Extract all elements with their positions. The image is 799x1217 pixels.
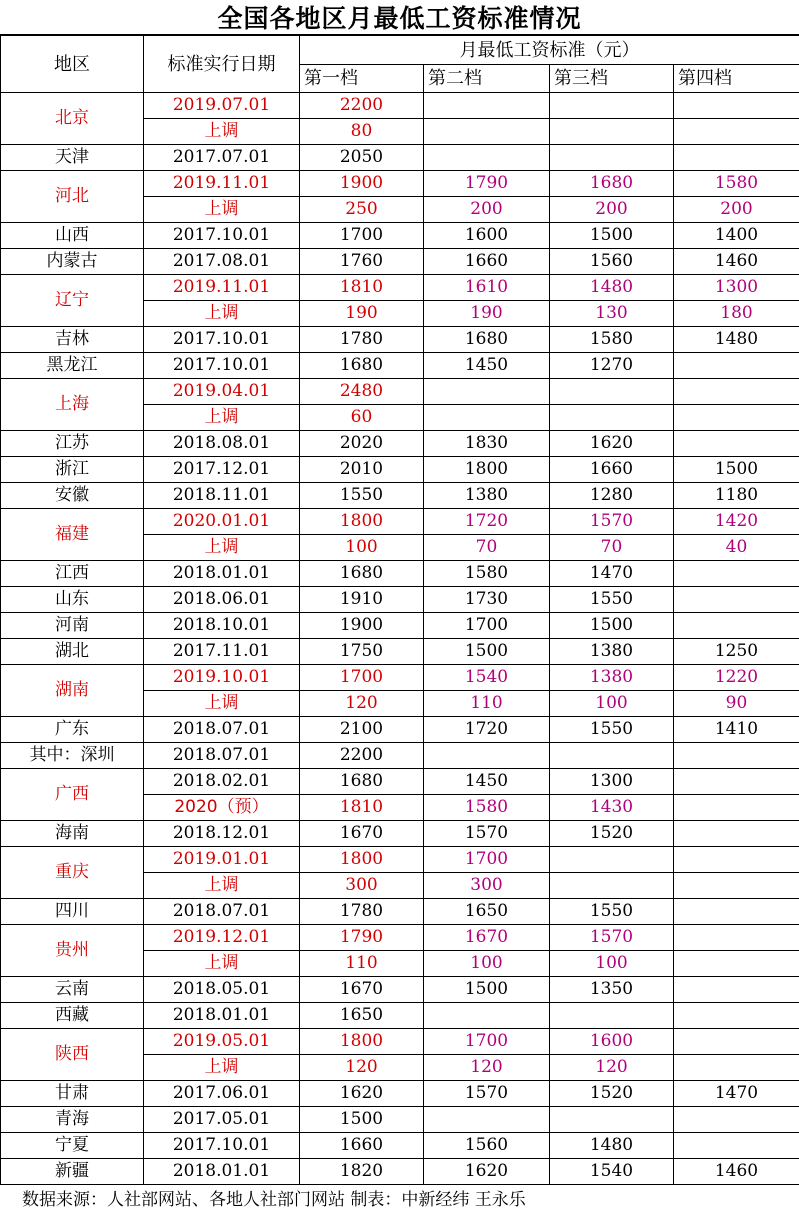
tier-4-cell [674, 145, 799, 171]
table-row [1, 327, 799, 353]
tier-3-cell: 1570 [550, 925, 674, 951]
adjustment-tier-4-cell [674, 873, 799, 899]
tier-3-cell: 1500 [550, 223, 674, 249]
tier-1-cell: 1700 [300, 665, 424, 691]
tier-4-cell [674, 613, 799, 639]
tier-4-cell [674, 821, 799, 847]
region-cell: 吉林 [1, 327, 144, 353]
tier-2-cell: 1560 [424, 1133, 550, 1159]
table-row [1, 275, 799, 301]
tier-2-cell: 1790 [424, 171, 550, 197]
date-cell: 2018.01.01 [144, 1003, 300, 1029]
tier-2-cell: 1610 [424, 275, 550, 301]
tier-2-cell [424, 1003, 550, 1029]
tier-1-cell: 1800 [300, 1029, 424, 1055]
region-cell: 甘肃 [1, 1081, 144, 1107]
region-cell: 陕西 [1, 1029, 144, 1081]
tier-3-cell: 1350 [550, 977, 674, 1003]
adjustment-tier-4-cell: 90 [674, 691, 799, 717]
tier-1-cell: 2200 [300, 743, 424, 769]
tier-3-cell [550, 1003, 674, 1029]
adjustment-tier-4-cell: 200 [674, 197, 799, 223]
tier-3-cell: 1600 [550, 1029, 674, 1055]
tier-4-cell: 1250 [674, 639, 799, 665]
tier-1-cell: 1620 [300, 1081, 424, 1107]
region-cell: 湖南 [1, 665, 144, 717]
date-cell: 2018.07.01 [144, 899, 300, 925]
adjustment-label-cell: 上调 [144, 1055, 300, 1081]
adjustment-tier-4-cell [674, 405, 799, 431]
tier-1-cell: 1780 [300, 327, 424, 353]
region-cell: 广东 [1, 717, 144, 743]
adjustment-tier-4-cell: 40 [674, 535, 799, 561]
tier-2-cell: 1700 [424, 613, 550, 639]
table-row [1, 379, 799, 405]
tier-1-cell: 1550 [300, 483, 424, 509]
tier-2-cell [424, 379, 550, 405]
tier-3-cell: 1380 [550, 639, 674, 665]
region-cell: 青海 [1, 1107, 144, 1133]
tier-3-cell [550, 93, 674, 119]
tier-3-cell: 1480 [550, 1133, 674, 1159]
date-cell: 2018.01.01 [144, 1159, 300, 1185]
date-cell: 2019.11.01 [144, 275, 300, 301]
tier-3-cell: 1620 [550, 431, 674, 457]
adjustment-tier-4-cell [674, 951, 799, 977]
tier-1-cell: 1670 [300, 821, 424, 847]
tier-1-cell: 2200 [300, 93, 424, 119]
tier-3-cell: 1500 [550, 613, 674, 639]
region-cell: 山东 [1, 587, 144, 613]
adjustment-label-cell: 上调 [144, 119, 300, 145]
tier-4-cell [674, 431, 799, 457]
wage-table [0, 35, 799, 1185]
header-tier-3: 第三档 [550, 65, 674, 93]
table-row [1, 665, 799, 691]
tier-4-cell: 1180 [674, 483, 799, 509]
tier-4-cell: 1220 [674, 665, 799, 691]
adjustment-tier-1-cell: 250 [300, 197, 424, 223]
tier-3-cell: 1550 [550, 587, 674, 613]
table-row [1, 431, 799, 457]
tier-1-cell: 1700 [300, 223, 424, 249]
table-row [1, 613, 799, 639]
tier-1-cell: 1910 [300, 587, 424, 613]
region-cell: 河北 [1, 171, 144, 223]
tier-2-cell: 1670 [424, 925, 550, 951]
table-row [1, 1003, 799, 1029]
page-title: 全国各地区月最低工资标准情况 [0, 0, 799, 35]
tier-3-cell: 1550 [550, 717, 674, 743]
date-cell: 2017.06.01 [144, 1081, 300, 1107]
adjustment-tier-2-cell [424, 405, 550, 431]
region-cell: 浙江 [1, 457, 144, 483]
region-cell: 重庆 [1, 847, 144, 899]
tier-3-cell: 1520 [550, 1081, 674, 1107]
tier-3-cell: 1280 [550, 483, 674, 509]
table-row [1, 1159, 799, 1185]
adjustment-label-cell: 2020（预） [144, 795, 300, 821]
adjustment-tier-2-cell: 1580 [424, 795, 550, 821]
tier-2-cell: 1620 [424, 1159, 550, 1185]
date-cell: 2018.05.01 [144, 977, 300, 1003]
adjustment-label-cell: 上调 [144, 405, 300, 431]
tier-4-cell [674, 1003, 799, 1029]
tier-1-cell: 2050 [300, 145, 424, 171]
tier-2-cell: 1380 [424, 483, 550, 509]
tier-4-cell [674, 769, 799, 795]
tier-1-cell: 1680 [300, 561, 424, 587]
adjustment-tier-4-cell [674, 795, 799, 821]
tier-4-cell [674, 899, 799, 925]
tier-4-cell [674, 743, 799, 769]
adjustment-tier-2-cell: 120 [424, 1055, 550, 1081]
tier-2-cell: 1450 [424, 769, 550, 795]
adjustment-tier-3-cell [550, 873, 674, 899]
tier-2-cell: 1580 [424, 561, 550, 587]
tier-4-cell: 1470 [674, 1081, 799, 1107]
adjustment-label-cell: 上调 [144, 951, 300, 977]
region-cell: 山西 [1, 223, 144, 249]
date-cell: 2017.07.01 [144, 145, 300, 171]
region-cell: 安徽 [1, 483, 144, 509]
date-cell: 2018.07.01 [144, 717, 300, 743]
tier-1-cell: 1760 [300, 249, 424, 275]
adjustment-tier-4-cell [674, 119, 799, 145]
tier-3-cell [550, 379, 674, 405]
date-cell: 2018.08.01 [144, 431, 300, 457]
date-cell: 2017.10.01 [144, 223, 300, 249]
region-cell: 辽宁 [1, 275, 144, 327]
tier-3-cell: 1660 [550, 457, 674, 483]
adjustment-tier-3-cell [550, 405, 674, 431]
table-row [1, 171, 799, 197]
adjustment-tier-1-cell: 1810 [300, 795, 424, 821]
tier-3-cell: 1480 [550, 275, 674, 301]
date-cell: 2018.06.01 [144, 587, 300, 613]
tier-1-cell: 1780 [300, 899, 424, 925]
adjustment-tier-3-cell: 70 [550, 535, 674, 561]
adjustment-tier-3-cell: 1430 [550, 795, 674, 821]
date-cell: 2018.12.01 [144, 821, 300, 847]
date-cell: 2017.05.01 [144, 1107, 300, 1133]
date-cell: 2018.11.01 [144, 483, 300, 509]
tier-1-cell: 1820 [300, 1159, 424, 1185]
tier-1-cell: 1680 [300, 353, 424, 379]
region-cell: 其中：深圳 [1, 743, 144, 769]
tier-4-cell: 1410 [674, 717, 799, 743]
tier-2-cell: 1500 [424, 639, 550, 665]
table-row [1, 457, 799, 483]
tier-3-cell: 1380 [550, 665, 674, 691]
tier-3-cell [550, 145, 674, 171]
table-row [1, 639, 799, 665]
date-cell: 2017.10.01 [144, 353, 300, 379]
header-region: 地区 [1, 36, 144, 93]
adjustment-tier-1-cell: 190 [300, 301, 424, 327]
tier-2-cell: 1800 [424, 457, 550, 483]
tier-3-cell: 1560 [550, 249, 674, 275]
table-row [1, 587, 799, 613]
tier-4-cell [674, 353, 799, 379]
region-cell: 海南 [1, 821, 144, 847]
adjustment-label-cell: 上调 [144, 873, 300, 899]
tier-1-cell: 1790 [300, 925, 424, 951]
tier-2-cell: 1570 [424, 1081, 550, 1107]
adjustment-tier-4-cell: 180 [674, 301, 799, 327]
tier-2-cell: 1680 [424, 327, 550, 353]
tier-4-cell: 1460 [674, 1159, 799, 1185]
tier-4-cell: 1480 [674, 327, 799, 353]
adjustment-tier-2-cell: 110 [424, 691, 550, 717]
tier-3-cell: 1580 [550, 327, 674, 353]
tier-1-cell: 1680 [300, 769, 424, 795]
region-cell: 云南 [1, 977, 144, 1003]
tier-1-cell: 1650 [300, 1003, 424, 1029]
header-date: 标准实行日期 [144, 36, 300, 93]
adjustment-tier-1-cell: 60 [300, 405, 424, 431]
region-cell: 福建 [1, 509, 144, 561]
tier-4-cell [674, 1029, 799, 1055]
tier-1-cell: 1750 [300, 639, 424, 665]
adjustment-tier-3-cell: 130 [550, 301, 674, 327]
tier-4-cell: 1580 [674, 171, 799, 197]
tier-1-cell: 1900 [300, 171, 424, 197]
date-cell: 2017.11.01 [144, 639, 300, 665]
tier-3-cell: 1540 [550, 1159, 674, 1185]
adjustment-tier-1-cell: 120 [300, 691, 424, 717]
tier-2-cell: 1730 [424, 587, 550, 613]
tier-2-cell: 1450 [424, 353, 550, 379]
table-row [1, 769, 799, 795]
region-cell: 北京 [1, 93, 144, 145]
date-cell: 2019.01.01 [144, 847, 300, 873]
date-cell: 2018.07.01 [144, 743, 300, 769]
tier-4-cell: 1500 [674, 457, 799, 483]
tier-1-cell: 1900 [300, 613, 424, 639]
tier-4-cell [674, 1107, 799, 1133]
tier-4-cell [674, 977, 799, 1003]
header-tier-4: 第四档 [674, 65, 799, 93]
tier-3-cell [550, 743, 674, 769]
tier-3-cell: 1300 [550, 769, 674, 795]
tier-4-cell: 1460 [674, 249, 799, 275]
adjustment-tier-3-cell: 100 [550, 691, 674, 717]
region-cell: 内蒙古 [1, 249, 144, 275]
date-cell: 2019.10.01 [144, 665, 300, 691]
date-cell: 2019.07.01 [144, 93, 300, 119]
table-row [1, 743, 799, 769]
region-cell: 西藏 [1, 1003, 144, 1029]
region-cell: 河南 [1, 613, 144, 639]
date-cell: 2018.10.01 [144, 613, 300, 639]
tier-2-cell: 1720 [424, 717, 550, 743]
table-row [1, 93, 799, 119]
source-note: 数据来源：人社部网站、各地人社部门网站 制表：中新经纬 王永乐 [22, 1190, 526, 1210]
region-cell: 宁夏 [1, 1133, 144, 1159]
date-cell: 2019.05.01 [144, 1029, 300, 1055]
tier-3-cell: 1270 [550, 353, 674, 379]
region-cell: 江西 [1, 561, 144, 587]
region-cell: 贵州 [1, 925, 144, 977]
adjustment-label-cell: 上调 [144, 535, 300, 561]
tier-2-cell: 1650 [424, 899, 550, 925]
date-cell: 2020.01.01 [144, 509, 300, 535]
tier-4-cell [674, 925, 799, 951]
tier-2-cell: 1700 [424, 1029, 550, 1055]
region-cell: 湖北 [1, 639, 144, 665]
header-tier-2: 第二档 [424, 65, 550, 93]
tier-1-cell: 2100 [300, 717, 424, 743]
adjustment-tier-1-cell: 110 [300, 951, 424, 977]
adjustment-tier-2-cell [424, 119, 550, 145]
table-row [1, 249, 799, 275]
table-row [1, 509, 799, 535]
table-row [1, 925, 799, 951]
table-row [1, 1029, 799, 1055]
region-cell: 广西 [1, 769, 144, 821]
tier-2-cell: 1570 [424, 821, 550, 847]
table-row [1, 717, 799, 743]
tier-1-cell: 1800 [300, 847, 424, 873]
tier-2-cell: 1660 [424, 249, 550, 275]
table-row [1, 145, 799, 171]
tier-3-cell [550, 1107, 674, 1133]
tier-4-cell: 1400 [674, 223, 799, 249]
tier-3-cell: 1550 [550, 899, 674, 925]
region-cell: 天津 [1, 145, 144, 171]
adjustment-tier-1-cell: 80 [300, 119, 424, 145]
adjustment-tier-2-cell: 70 [424, 535, 550, 561]
tier-2-cell: 1600 [424, 223, 550, 249]
tier-3-cell: 1570 [550, 509, 674, 535]
tier-4-cell: 1300 [674, 275, 799, 301]
adjustment-tier-2-cell: 100 [424, 951, 550, 977]
tier-1-cell: 2480 [300, 379, 424, 405]
tier-3-cell: 1470 [550, 561, 674, 587]
tier-4-cell [674, 93, 799, 119]
date-cell: 2017.12.01 [144, 457, 300, 483]
tier-4-cell [674, 561, 799, 587]
tier-1-cell: 1810 [300, 275, 424, 301]
tier-2-cell [424, 93, 550, 119]
table-row [1, 1107, 799, 1133]
tier-1-cell: 2020 [300, 431, 424, 457]
table-row [1, 899, 799, 925]
date-cell: 2017.10.01 [144, 1133, 300, 1159]
adjustment-tier-3-cell [550, 119, 674, 145]
table-row [1, 1133, 799, 1159]
table-row [1, 223, 799, 249]
tier-4-cell [674, 1133, 799, 1159]
adjustment-tier-1-cell: 100 [300, 535, 424, 561]
tier-2-cell: 1500 [424, 977, 550, 1003]
adjustment-tier-2-cell: 300 [424, 873, 550, 899]
adjustment-tier-2-cell: 190 [424, 301, 550, 327]
tier-2-cell: 1720 [424, 509, 550, 535]
date-cell: 2018.01.01 [144, 561, 300, 587]
tier-1-cell: 1800 [300, 509, 424, 535]
tier-3-cell: 1520 [550, 821, 674, 847]
date-cell: 2019.12.01 [144, 925, 300, 951]
date-cell: 2019.04.01 [144, 379, 300, 405]
table-row [1, 1081, 799, 1107]
tier-4-cell [674, 587, 799, 613]
date-cell: 2017.10.01 [144, 327, 300, 353]
adjustment-tier-1-cell: 300 [300, 873, 424, 899]
date-cell: 2017.08.01 [144, 249, 300, 275]
tier-3-cell: 1680 [550, 171, 674, 197]
tier-1-cell: 1670 [300, 977, 424, 1003]
tier-4-cell: 1420 [674, 509, 799, 535]
date-cell: 2018.02.01 [144, 769, 300, 795]
tier-2-cell [424, 145, 550, 171]
header-tier-1: 第一档 [300, 65, 424, 93]
tier-2-cell [424, 1107, 550, 1133]
date-cell: 2019.11.01 [144, 171, 300, 197]
adjustment-tier-3-cell: 200 [550, 197, 674, 223]
table-row [1, 353, 799, 379]
region-cell: 四川 [1, 899, 144, 925]
adjustment-label-cell: 上调 [144, 301, 300, 327]
tier-1-cell: 1660 [300, 1133, 424, 1159]
tier-2-cell [424, 743, 550, 769]
region-cell: 上海 [1, 379, 144, 431]
adjustment-tier-3-cell: 120 [550, 1055, 674, 1081]
table-row [1, 977, 799, 1003]
adjustment-tier-4-cell [674, 1055, 799, 1081]
tier-2-cell: 1540 [424, 665, 550, 691]
tier-2-cell: 1700 [424, 847, 550, 873]
tier-1-cell: 1500 [300, 1107, 424, 1133]
region-cell: 江苏 [1, 431, 144, 457]
tier-3-cell [550, 847, 674, 873]
adjustment-tier-3-cell: 100 [550, 951, 674, 977]
adjustment-label-cell: 上调 [144, 197, 300, 223]
tier-2-cell: 1830 [424, 431, 550, 457]
header-standard: 月最低工资标准（元） [300, 36, 799, 65]
region-cell: 新疆 [1, 1159, 144, 1185]
adjustment-label-cell: 上调 [144, 691, 300, 717]
table-row [1, 821, 799, 847]
adjustment-tier-1-cell: 120 [300, 1055, 424, 1081]
table-row [1, 847, 799, 873]
tier-4-cell [674, 847, 799, 873]
region-cell: 黑龙江 [1, 353, 144, 379]
table-row [1, 561, 799, 587]
table-row [1, 483, 799, 509]
adjustment-tier-2-cell: 200 [424, 197, 550, 223]
tier-4-cell [674, 379, 799, 405]
tier-1-cell: 2010 [300, 457, 424, 483]
